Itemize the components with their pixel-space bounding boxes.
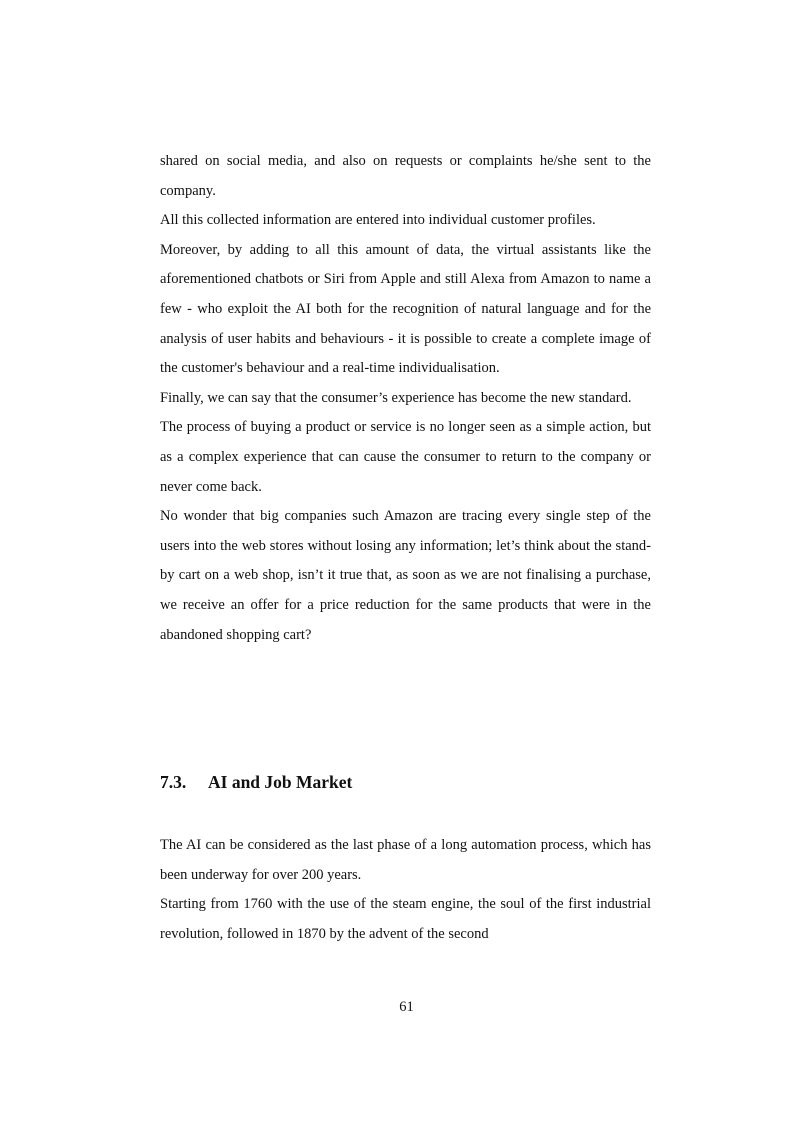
body-text-bottom	[160, 831, 651, 949]
paragraph: Starting from 1760 with the use of the steam engine, the soul of the first industrial revolution, followed in 1870 by the advent of the second	[160, 896, 651, 942]
paragraph: The process of buying a product or service is no longer seen as a simple action, but as a complex experience that can cause the consumer to return to the company or never come back.	[160, 419, 651, 495]
paragraph: No wonder that big companies such Amazon are tracing every single step of the users into the web stores without losing any information; let’s think about the stand-by cart on a web shop, isn’t it true that, as soon as we are not finalising a purchase, we receive an offer for a price reduction for the same products that were in the abandoned shopping cart?	[160, 508, 651, 643]
page-number: 61	[399, 999, 414, 1015]
paragraph: Moreover, by adding to all this amount of data, the virtual assistants like the aforementioned chatbots or Siri from Apple and still Alexa from Amazon to name a few - who exploit the AI both for the recognition of natural language and for the analysis of user habits and behaviours - it is possible to create a complete image of the customer's behaviour and a real-time individualisation.	[160, 241, 651, 377]
paragraph: All this collected information are entered into individual customer profiles.	[160, 212, 596, 229]
section-number: 7.3.	[160, 772, 187, 792]
section-title: AI and Job Market	[208, 772, 353, 792]
paragraph: shared on social media, and also on requests or complaints he/she sent to the company.	[160, 153, 651, 199]
section-heading	[160, 772, 352, 793]
body-text-top	[160, 147, 651, 650]
paragraph: Finally, we can say that the consumer’s experience has become the new standard.	[160, 389, 632, 406]
paragraph: The AI can be considered as the last phase of a long automation process, which has been underway for over 200 years.	[160, 837, 651, 883]
